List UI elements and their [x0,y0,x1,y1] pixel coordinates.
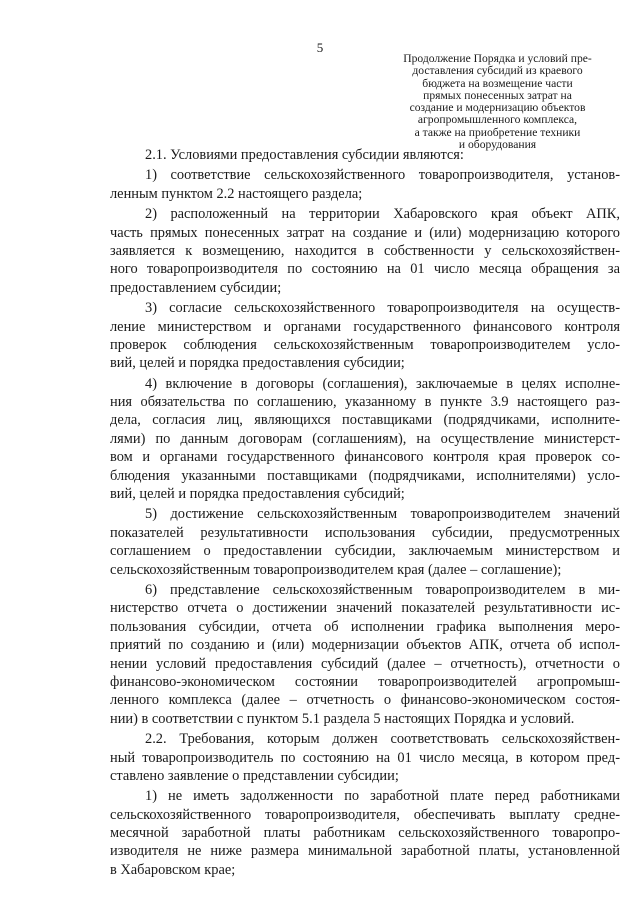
paragraph [110,730,620,785]
paragraph-line: соглашением о предоставлении субсидии, заключаемым министерством и [110,543,620,560]
paragraph-line: вий, целей и порядка предоставления субсидий; [110,486,405,503]
paragraph-line: 6) представление сельскохозяйственным товаропроизводителем в ми- [145,581,620,598]
paragraph-line: приятий по созданию и (или) модернизации объектов АПК, отчета об испол- [110,637,620,654]
header-note-line: бюджета на возмещение части [422,76,573,90]
paragraph [110,205,620,297]
paragraph-line: 1) не иметь задолженности по заработной плате перед работниками [145,788,620,805]
header-note-line: прямых понесенных затрат на [423,88,572,102]
paragraph [110,787,620,879]
paragraph-line: ния обязательства по соглашению, указанному в пункте 3.9 настоящего раз- [110,394,620,411]
header-note-line: а также на приобретение техники [414,125,581,139]
paragraph-line: проверок соблюдения сельскохозяйственным товаропроизводителем усло- [110,336,620,353]
paragraph [110,375,620,504]
paragraph-line: нии) в соответствии с пунктом 5.1 раздела 5 настоящих Порядка и условий. [110,710,575,727]
paragraph-line: вий, целей и порядка предоставления субсидии; [110,355,405,372]
paragraph-line: сельскохозяйственного товаропроизводителя, обеспечивать выплату средне- [110,806,620,823]
paragraph-line: нистерство отчета о достижении значений показателей результативности ис- [110,600,620,617]
paragraph-line: 2.1. Условиями предоставления субсидии являются: [145,147,464,163]
header-note-line: создание и модернизацию объектов [409,101,586,115]
paragraph-line: ставлено заявление о представлении субсидии; [110,767,399,784]
paragraph-line: блюдения указанными поставщиками (подрядчиками, исполнителями) усло- [110,467,620,484]
paragraph-line: финансово-экономическом состоянии товаропроизводителей агропромыш- [110,673,620,690]
header-note-line: доставления субсидий из краевого [412,64,583,78]
paragraph [110,505,620,579]
paragraph [110,166,620,203]
page-number: 5 [316,40,324,55]
paragraph [110,581,620,728]
paragraph-line: предоставлением субсидии; [110,279,282,296]
paragraph [110,146,620,164]
paragraph-line: 4) включение в договоры (соглашения), заключаемые в целях исполне- [145,375,620,392]
paragraph [110,299,620,373]
paragraph-line: месячной заработной платы работникам сельскохозяйственного товаропро- [110,825,620,842]
paragraph-line: в Хабаровском крае; [110,861,236,878]
header-note [383,53,612,151]
paragraph-line: пользования субсидии, отчета об исполнении графика выполнения меро- [110,618,620,635]
paragraph-line: лями) по данным договорам (соглашениям), на осуществление министерст- [110,430,620,447]
paragraph-line: показателей результативности использования субсидии, предусмотренных [110,524,620,541]
document-body [110,146,620,881]
paragraph-line: ление министерством и органами государственного финансового контроля [110,318,620,335]
paragraph-line: 3) согласие сельскохозяйственного товаропроизводителя на осуществ- [145,300,620,317]
header-note-line: и оборудования [458,138,537,152]
paragraph-line: 1) соответствие сельскохозяйственного товаропроизводителя, установ- [145,167,620,184]
paragraph-line: нении условий предоставления субсидий (далее – отчетность), отчетности о [110,655,620,672]
header-note-line: агропромышленного комплекса, [417,113,578,127]
paragraph-line: заявляется к возмещению, находится в собственности у сельскохозяйствен- [110,242,620,259]
paragraph-line: ленным пунктом 2.2 настоящего раздела; [110,185,363,202]
paragraph-line: изводителя не ниже размера минимальной заработной платы, установленной [110,843,620,860]
paragraph-line: ленного комплекса (далее – отчетность о финансово-экономическом состоя- [110,692,620,709]
paragraph-line: вом и органами государственного финансового контроля края проверок со- [110,449,620,466]
paragraph-line: 2.2. Требования, которым должен соответствовать сельскохозяйствен- [145,731,620,748]
paragraph-line: 2) расположенный на территории Хабаровского края объект АПК, [145,206,620,223]
paragraph-line: 5) достижение сельскохозяйственным товаропроизводителем значений [145,506,620,523]
paragraph-line: сельскохозяйственным товаропроизводителем края (далее – соглашение); [110,561,562,578]
paragraph-line: ный товаропроизводитель по состоянию на 01 число месяца, в котором пред- [110,749,620,766]
paragraph-line: часть прямых понесенных затрат на создание и (или) модернизацию которого [110,224,620,241]
header-note-line: Продолжение Порядка и условий пре- [403,52,592,65]
paragraph-line: ного товаропроизводителя по состоянию на 01 число месяца обращения за [110,261,620,278]
paragraph-line: дела, согласия лиц, являющихся поставщиками (подрядчиками, исполните- [110,412,620,429]
